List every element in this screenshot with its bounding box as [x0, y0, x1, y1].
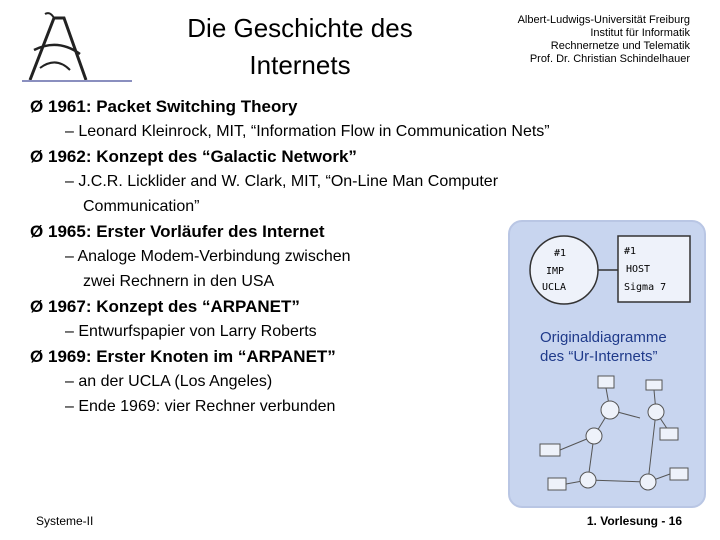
bullet-text: 1962: Konzept des “Galactic Network”: [48, 147, 357, 166]
footer-course: Systeme-II: [36, 514, 94, 528]
university-logo-icon: [20, 8, 110, 86]
arrow-bullet-icon: Ø: [30, 347, 44, 366]
slide-title: [150, 10, 450, 84]
sketch-ucla: UCLA: [542, 282, 567, 293]
bullet-item: [30, 94, 690, 119]
sub-bullet-continuation: zwei Rechnern in den USA: [83, 273, 275, 290]
sketch-sigma: Sigma 7: [624, 282, 667, 293]
network-sketch-icon: [540, 376, 688, 490]
sketch-host: HOST: [626, 264, 651, 275]
institute-line: Institut für Informatik: [590, 27, 690, 39]
sub-bullet-text: – an der UCLA (Los Angeles): [65, 373, 273, 390]
sketch-host-num: #1: [624, 246, 637, 257]
sketch-imp: IMP: [546, 266, 565, 277]
footer-page-number: 1. Vorlesung - 16: [586, 514, 682, 528]
sub-bullet-text: – Entwurfspapier von Larry Roberts: [65, 323, 317, 340]
institute-line: Prof. Dr. Christian Schindelhauer: [529, 53, 690, 65]
figure-caption: [540, 328, 690, 366]
arrow-bullet-icon: Ø: [30, 97, 44, 116]
institute-info: [470, 14, 690, 66]
original-diagrams-figure: [508, 220, 706, 508]
bullet-item: [30, 144, 690, 169]
caption-line-1: Originaldiagramme: [540, 329, 667, 346]
title-line-1: Die Geschichte des: [187, 13, 413, 43]
arrow-bullet-icon: Ø: [30, 297, 44, 316]
institute-line: Rechnernetze und Telematik: [550, 40, 690, 52]
sub-bullet-text: – J.C.R. Licklider and W. Clark, MIT, “On-Line Man Computer: [65, 173, 499, 190]
bullet-text: 1969: Erster Knoten im “ARPANET”: [48, 347, 336, 366]
sub-bullet-text: – Analoge Modem-Verbindung zwischen: [65, 248, 351, 265]
logo-divider: [22, 80, 132, 82]
sketch-imp-num: #1: [554, 248, 567, 259]
sketch-drawings: [510, 222, 708, 510]
bullet-text: 1965: Erster Vorläufer des Internet: [48, 222, 325, 241]
sub-bullet-text: – Ende 1969: vier Rechner verbunden: [65, 398, 336, 415]
sub-bullet: [30, 169, 690, 219]
institute-line: Albert-Ludwigs-Universität Freiburg: [517, 14, 690, 26]
sub-bullet: [30, 119, 690, 144]
caption-line-2: des “Ur-Internets”: [540, 348, 658, 365]
bullet-text: 1967: Konzept des “ARPANET”: [48, 297, 300, 316]
arrow-bullet-icon: Ø: [30, 147, 44, 166]
title-line-2: Internets: [249, 50, 351, 80]
bullet-text: 1961: Packet Switching Theory: [48, 97, 298, 116]
sub-bullet-text: – Leonard Kleinrock, MIT, “Information Flow in Communication Nets”: [65, 123, 550, 140]
arrow-bullet-icon: Ø: [30, 222, 44, 241]
sub-bullet-continuation: Communication”: [83, 198, 200, 215]
